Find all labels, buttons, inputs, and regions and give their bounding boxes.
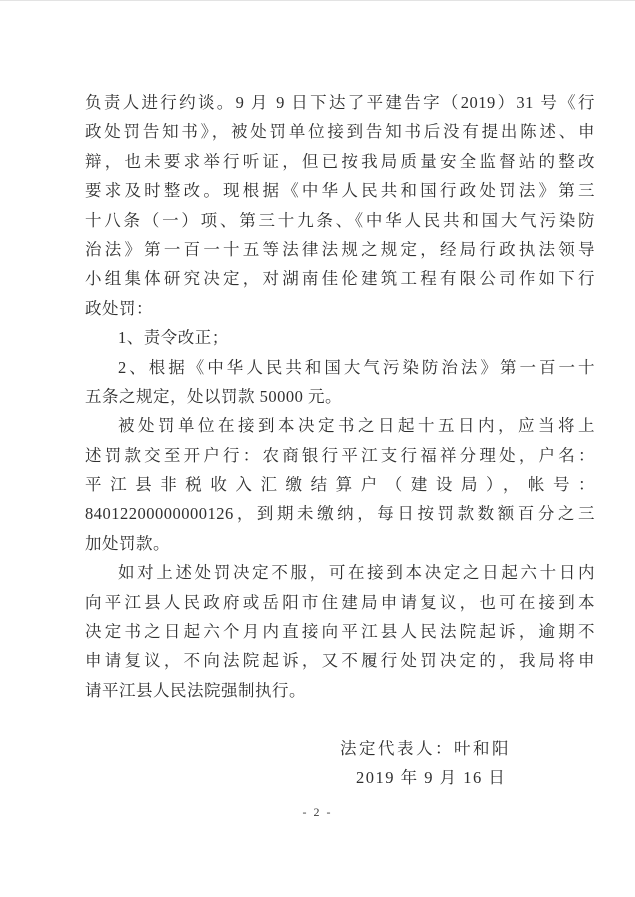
text-line: 请平江县人民法院强制执行。: [85, 680, 306, 700]
decision-date: 2019 年 9 月 16 日: [356, 768, 507, 787]
text-line: 84012200000000126，到期未缴纳，每日按罚款数额百分之三: [85, 504, 595, 524]
text-line: 决定书之日起六个月内直接向平江县人民法院起诉，逾期不: [85, 622, 595, 642]
paragraph-5-appeal-rights: [85, 558, 595, 705]
paragraph-1: [85, 88, 595, 323]
text-line: 向平江县人民政府或岳阳市住建局申请复议，也可在接到本: [85, 592, 595, 612]
text-line: 十八条（一）项、第三十九条、《中华人民共和国大气污染防: [85, 210, 595, 230]
paragraph-2-penalty-item-1: [85, 323, 595, 352]
text-line: 五条之规定，处以罚款 50000 元。: [85, 386, 342, 406]
text-line: 述罚款交至开户行：农商银行平江支行福祥分理处，户名：: [85, 445, 595, 465]
text-line: 平江县非税收入汇缴结算户（建设局），帐号：: [85, 475, 595, 495]
text-line: 辩，也未要求举行听证，但已按我局质量安全监督站的整改: [85, 151, 595, 171]
legal-representative-signature: 法定代表人：叶和阳: [340, 739, 511, 758]
text-line: 被处罚单位在接到本决定书之日起十五日内，应当将上: [118, 416, 595, 436]
text-line: 如对上述处罚决定不服，可在接到本决定之日起六十日内: [118, 563, 595, 583]
text-line: 1、责令改正；: [118, 328, 229, 348]
text-line: 政处罚：: [85, 298, 153, 318]
paragraph-3-penalty-item-2: [85, 353, 595, 412]
document-body: [85, 88, 595, 705]
paragraph-4-payment-instructions: [85, 411, 595, 558]
text-line: 政处罚告知书》，被处罚单位接到告知书后没有提出陈述、申: [85, 122, 595, 142]
page-number: - 2 -: [302, 805, 333, 819]
text-line: 负责人进行约谈。9 月 9 日下达了平建告字（2019）31 号《行: [85, 93, 595, 112]
text-line: 小组集体研究决定，对湖南佳伦建筑工程有限公司作如下行: [85, 269, 595, 289]
text-line: 要求及时整改。现根据《中华人民共和国行政处罚法》第三: [85, 181, 595, 201]
text-line: 2、根据《中华人民共和国大气污染防治法》第一百一十: [118, 357, 595, 377]
text-line: 申请复议，不向法院起诉，又不履行处罚决定的，我局将申: [85, 651, 595, 671]
text-line: 加处罚款。: [85, 533, 170, 553]
text-line: 治法》第一百一十五等法律法规之规定，经局行政执法领导: [85, 239, 595, 259]
